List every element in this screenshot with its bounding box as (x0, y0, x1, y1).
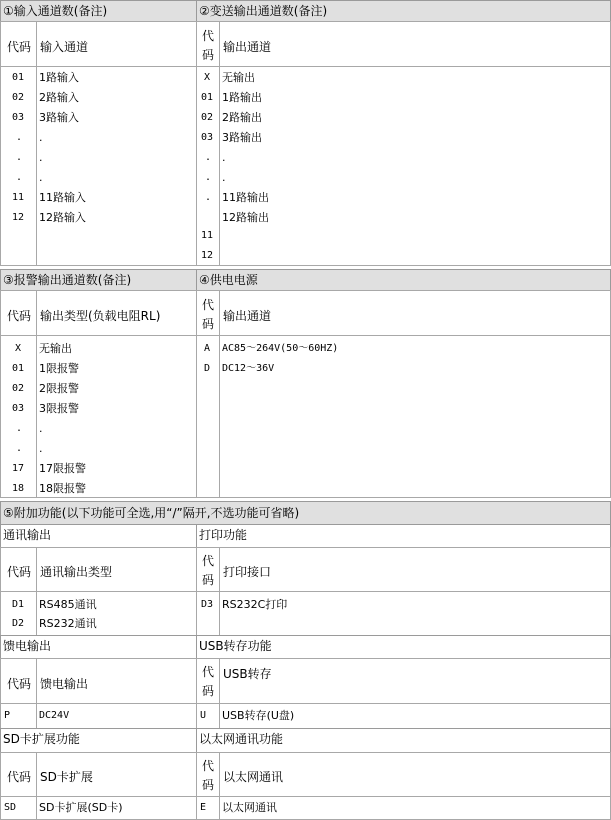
s4-desc: AC85～264V(50～60HZ) (222, 343, 339, 354)
s1-code: . (16, 172, 23, 183)
sd-code: SD (4, 802, 17, 813)
s1-desc: 2路输入 (39, 91, 79, 104)
print-desc-header: 打印接口 (223, 565, 272, 579)
s3-code: 17 (12, 463, 25, 474)
s1-desc-column (36, 66, 197, 266)
feed-code-cell (0, 703, 37, 729)
comm-code: D2 (12, 618, 25, 629)
s2-code: . (205, 172, 212, 183)
print-desc: RS232C打印 (222, 598, 288, 611)
eth-desc-cell (219, 796, 611, 820)
s4-desc: DC12～36V (222, 363, 275, 374)
sd-desc-header-cell (36, 752, 197, 797)
s2-desc: 12路输出 (222, 211, 269, 224)
eth-code-cell (196, 796, 220, 820)
s3-code: . (16, 423, 23, 434)
s3-desc: . (39, 422, 43, 435)
comm-desc-header: 通讯输出类型 (40, 565, 113, 579)
print-code-column (196, 591, 220, 636)
print-desc-column (219, 591, 611, 636)
s3-code-column (0, 335, 37, 498)
s1-code: 12 (12, 212, 25, 223)
section-3-header: ③报警输出通道数(备注) (0, 269, 197, 291)
s1-desc: . (39, 131, 43, 144)
print-code: D3 (201, 599, 214, 610)
s2-code-header-cell (196, 21, 220, 67)
s1-desc: 11路输入 (39, 191, 86, 204)
s1-code-column (0, 66, 37, 266)
s1-code: 02 (12, 92, 25, 103)
s2-code: 12 (201, 250, 214, 261)
usb-desc: USB转存(U盘) (222, 709, 295, 722)
print-code-header-cell (196, 547, 220, 592)
feed-desc: DC24V (39, 710, 70, 721)
feed-output-title: 馈电输出 (0, 635, 197, 659)
usb-desc-cell (219, 703, 611, 729)
usb-code-cell (196, 703, 220, 729)
eth-desc: 以太网通讯 (222, 801, 277, 814)
section-1-header: ①输入通道数(备注) (0, 0, 197, 22)
s3-desc: 3限报警 (39, 402, 79, 415)
s4-desc-column (219, 335, 611, 498)
s2-code-header-1: 代 (202, 29, 215, 43)
s1-desc: . (39, 151, 43, 164)
feed-code-header: 代码 (7, 677, 32, 691)
s1-code: 03 (12, 112, 25, 123)
s3-desc: 2限报警 (39, 382, 79, 395)
eth-desc-header-cell (219, 752, 611, 797)
s3-code: X (15, 343, 22, 354)
s2-code: . (205, 152, 212, 163)
eth-code-header-2: 码 (202, 778, 215, 792)
section-4-header: ④供电电源 (196, 269, 611, 291)
s3-code: 03 (12, 403, 25, 414)
usb-code-header-2: 码 (202, 684, 215, 698)
sd-code-cell (0, 796, 37, 820)
sd-desc-cell (36, 796, 197, 820)
feed-code: P (4, 710, 11, 721)
s4-desc-header-cell (219, 290, 611, 336)
s2-code-header-2: 码 (202, 48, 215, 62)
s3-desc: 无输出 (39, 342, 72, 355)
comm-output-title: 通讯输出 (0, 524, 197, 548)
comm-code: D1 (12, 599, 25, 610)
eth-function-title: 以太网通讯功能 (196, 728, 611, 753)
s2-desc: 11路输出 (222, 191, 269, 204)
s3-code: 18 (12, 483, 25, 494)
s1-code: 01 (12, 72, 25, 83)
s3-code-header-cell (0, 290, 37, 336)
s4-code-header-2: 码 (202, 317, 215, 331)
usb-code-header-cell (196, 658, 220, 704)
s3-desc-column (36, 335, 197, 498)
s2-code: X (204, 72, 211, 83)
s2-desc: 2路输出 (222, 111, 262, 124)
s3-code: 01 (12, 363, 25, 374)
s4-code: D (204, 363, 211, 374)
feed-code-header-cell (0, 658, 37, 704)
s2-desc: . (222, 171, 226, 184)
comm-code-header: 代码 (7, 565, 32, 579)
print-code-header-1: 代 (202, 554, 215, 568)
comm-code-header-cell (0, 547, 37, 592)
usb-desc-header-cell (219, 658, 611, 704)
s2-desc-header-cell (219, 21, 611, 67)
s1-code: . (16, 132, 23, 143)
sd-desc-header: SD卡扩展 (40, 770, 93, 784)
s2-desc: . (222, 151, 226, 164)
s2-code: 11 (201, 230, 214, 241)
print-desc-header-cell (219, 547, 611, 592)
s3-desc-header: 输出类型(负载电阻RL) (40, 309, 161, 323)
s4-desc-header: 输出通道 (223, 309, 272, 323)
feed-desc-header-cell (36, 658, 197, 704)
s2-desc: 1路输出 (222, 91, 262, 104)
s3-desc: 1限报警 (39, 362, 79, 375)
s1-desc: 3路输入 (39, 111, 79, 124)
s3-desc: 17限报警 (39, 462, 86, 475)
s3-code-header: 代码 (7, 309, 32, 323)
s1-code: 11 (12, 192, 25, 203)
s1-desc: 12路输入 (39, 211, 86, 224)
feed-desc-header: 馈电输出 (40, 677, 89, 691)
usb-code: U (200, 710, 207, 721)
s2-desc-header: 输出通道 (223, 40, 272, 54)
sd-function-title: SD卡扩展功能 (0, 728, 197, 753)
eth-desc-header: 以太网通讯 (223, 770, 284, 784)
s3-code: . (16, 443, 23, 454)
s4-code: A (204, 343, 211, 354)
sd-code-header: 代码 (7, 770, 32, 784)
s1-desc: 1路输入 (39, 71, 79, 84)
comm-desc-header-cell (36, 547, 197, 592)
s3-desc-header-cell (36, 290, 197, 336)
s2-code: 02 (201, 112, 214, 123)
comm-desc-column (36, 591, 197, 636)
s1-code-header: 代码 (7, 40, 32, 54)
s1-desc: . (39, 171, 43, 184)
s3-desc: . (39, 442, 43, 455)
s2-desc-column (219, 66, 611, 266)
s4-code-header-1: 代 (202, 298, 215, 312)
eth-code-header-cell (196, 752, 220, 797)
print-code-header-2: 码 (202, 573, 215, 587)
s2-desc: 无输出 (222, 71, 255, 84)
comm-desc: RS232通讯 (39, 617, 97, 630)
s2-code: 03 (201, 132, 214, 143)
sd-desc: SD卡扩展(SD卡) (39, 801, 123, 814)
sd-code-header-cell (0, 752, 37, 797)
usb-function-title: USB转存功能 (196, 635, 611, 659)
feed-desc-cell (36, 703, 197, 729)
section-2-header: ②变送输出通道数(备注) (196, 0, 611, 22)
eth-code-header-1: 代 (202, 759, 215, 773)
s2-code-column (196, 66, 220, 266)
s4-code-column (196, 335, 220, 498)
s2-code: . (205, 192, 212, 203)
s1-code-header-cell (0, 21, 37, 67)
s4-code-header-cell (196, 290, 220, 336)
comm-code-column (0, 591, 37, 636)
comm-desc: RS485通讯 (39, 598, 97, 611)
s2-code: 01 (201, 92, 214, 103)
s2-desc: 3路输出 (222, 131, 262, 144)
usb-code-header-1: 代 (202, 665, 215, 679)
s1-desc-header: 输入通道 (40, 40, 89, 54)
s1-desc-header-cell (36, 21, 197, 67)
print-function-title: 打印功能 (196, 524, 611, 548)
usb-desc-header: USB转存 (223, 667, 272, 681)
s3-code: 02 (12, 383, 25, 394)
s3-desc: 18限报警 (39, 482, 86, 495)
s1-code: . (16, 152, 23, 163)
eth-code: E (200, 802, 207, 813)
section-5-header: ⑤附加功能(以下功能可全选,用“/”隔开,不选功能可省略) (0, 501, 611, 525)
